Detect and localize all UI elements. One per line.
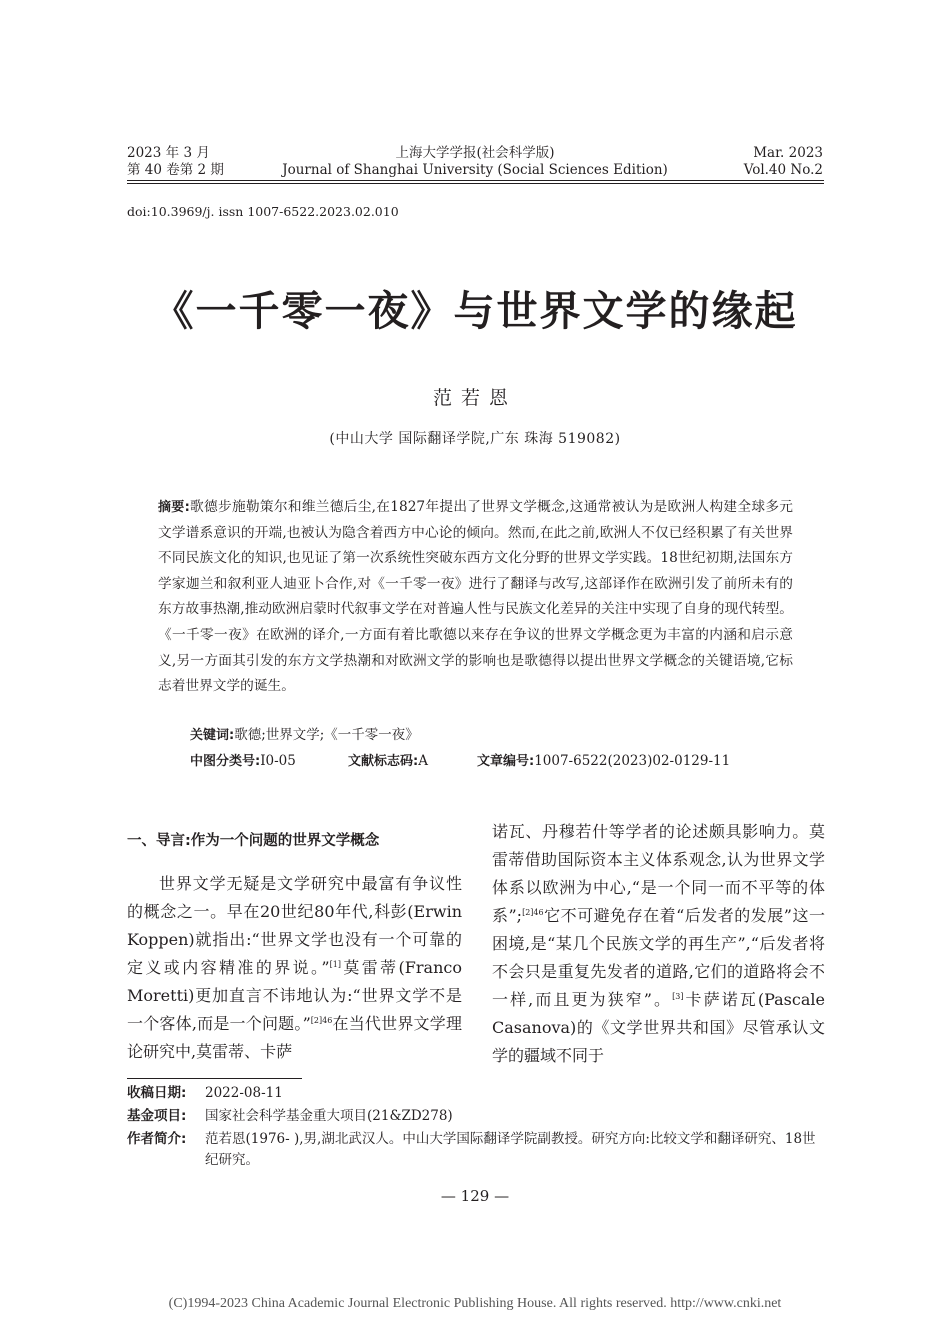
fund-value: 国家社会科学基金重大项目(21&ZD278): [205, 1108, 453, 1124]
footnote-fund: [127, 1106, 824, 1127]
keywords-text: 歌德;世界文学;《一千零一夜》: [234, 727, 419, 743]
copyright-notice: (C)1994-2023 China Academic Journal Electronic Publishing House. All rights reserved. http://www.cnki.net: [168, 1296, 782, 1311]
footnote-author-bio: [127, 1129, 824, 1171]
header-right: [744, 145, 823, 179]
clc-value: I0-05: [260, 753, 296, 769]
doi: doi:10.3969/j. issn 1007-6522.2023.02.010: [127, 204, 399, 219]
bio-value: 范若恩(1976- ),男,湖北武汉人。中山大学国际翻译学院副教授。研究方向:比较文学和翻译研究、18世纪研究。: [205, 1131, 816, 1168]
doc-code-value: A: [418, 753, 428, 769]
fund-label: 基金项目:: [127, 1108, 187, 1124]
body-left-text-2: 莫雷蒂(Franco Moretti)更加直言不讳地认为:“世界文学不是一个客体,而是一个问题。”: [127, 958, 462, 1033]
journal-name-cn: 上海大学学报(社会科学版): [395, 145, 555, 161]
author-affiliation: (中山大学 国际翻译学院,广东 珠海 519082): [329, 431, 621, 447]
citation-ref: [3]: [672, 992, 684, 1001]
article-number-label: 文章编号:: [477, 754, 535, 769]
footnote-received: [127, 1083, 824, 1104]
body-right-text-1: 诺瓦、丹穆若什等学者的论述颇具影响力。莫雷蒂借助国际资本主义体系观念,认为世界文学体系以欧洲为中心,“是一个同一而不平等的体系”;: [492, 822, 825, 925]
body-left-column: [127, 870, 462, 1066]
body-left-text-3: 在当代世界文学理论研究中,莫雷蒂、卡萨: [127, 1014, 462, 1061]
page-number: — 129 —: [440, 1187, 510, 1205]
journal-name-en: Journal of Shanghai University (Social Sciences Edition): [282, 162, 668, 178]
body-left-text-1: 世界文学无疑是文学研究中最富有争议性的概念之一。早在20世纪80年代,科彭(Erwin Koppen)就指出:“世界文学也没有一个可靠的定义或内容精准的界说。”: [127, 874, 462, 977]
keywords: [190, 723, 419, 743]
header-rule-top: [127, 180, 824, 181]
doc-code-label: 文献标志码:: [348, 754, 419, 769]
clc-number: [190, 750, 296, 769]
article-title: 《一千零一夜》与世界文学的缘起: [152, 287, 798, 335]
body-right-text-3: 卡萨诺瓦(Pascale Casanova)的《文学世界共和国》尽管承认文学的疆域不同于: [492, 990, 825, 1065]
volume-en: Vol.40 No.2: [743, 162, 823, 178]
body-right-column: [492, 818, 825, 1070]
article-number: [477, 750, 730, 769]
abstract-text: 歌德步施勒策尔和维兰德后尘,在1827年提出了世界文学概念,这通常被认为是欧洲人构建全球多元文学谱系意识的开端,也被认为隐含着西方中心论的倾向。然而,在此之前,欧洲人不仅已经积累了有关世界不同民族文化的知识,也见证了第一次系统性突破东西方文化分野的世界文学实践。18世纪初期,法国东方学家迦兰和叙利亚人迪亚卜合作,对《一千零一夜》进行了翻译与改写,这部译作在欧洲引发了前所未有的东方故事热潮,推动欧洲启蒙时代叙事文学在对普遍人性与民族文化差异的关注中实现了自身的现代转型。《一千零一夜》在欧洲的译介,一方面有着比歌德以来存在争议的世界文学概念更为丰富的内涵和启示意义,另一方面其引发的东方文学热潮和对欧洲文学的影响也是歌德得以提出世界文学概念的关键语境,它标志着世界文学的诞生。: [158, 499, 793, 695]
header-left: [127, 145, 224, 179]
volume-cn: 第 40 卷第 2 期: [127, 162, 224, 178]
issue-date-en: Mar. 2023: [753, 145, 823, 161]
bio-label: 作者简介:: [127, 1131, 187, 1147]
keywords-label: 关键词:: [190, 728, 235, 743]
citation-ref: [2]46: [522, 908, 544, 917]
footnote-rule: [127, 1078, 302, 1079]
header-rule-bottom: [127, 183, 824, 184]
section-heading: 一、导言:作为一个问题的世界文学概念: [127, 833, 380, 849]
header-center: [250, 145, 700, 179]
abstract: [158, 495, 793, 700]
body-right-text-2: 它不可避免存在着“后发者的发展”这一困境,是“某几个民族文学的再生产”,“后发者将不会只是重复先发者的道路,它们的道路将会不一样,而且更为狭窄”。: [492, 906, 825, 1009]
article-number-value: 1007-6522(2023)02-0129-11: [534, 753, 731, 769]
document-code: [348, 750, 428, 769]
citation-ref: [1]: [329, 960, 341, 969]
author-name: 范若恩: [432, 387, 517, 409]
issue-date-cn: 2023 年 3 月: [127, 145, 210, 161]
received-label: 收稿日期:: [127, 1085, 187, 1101]
received-date: 2022-08-11: [205, 1085, 283, 1101]
clc-label: 中图分类号:: [190, 754, 261, 769]
citation-ref: [2]46: [310, 1016, 333, 1025]
abstract-label: 摘要:: [158, 500, 190, 515]
